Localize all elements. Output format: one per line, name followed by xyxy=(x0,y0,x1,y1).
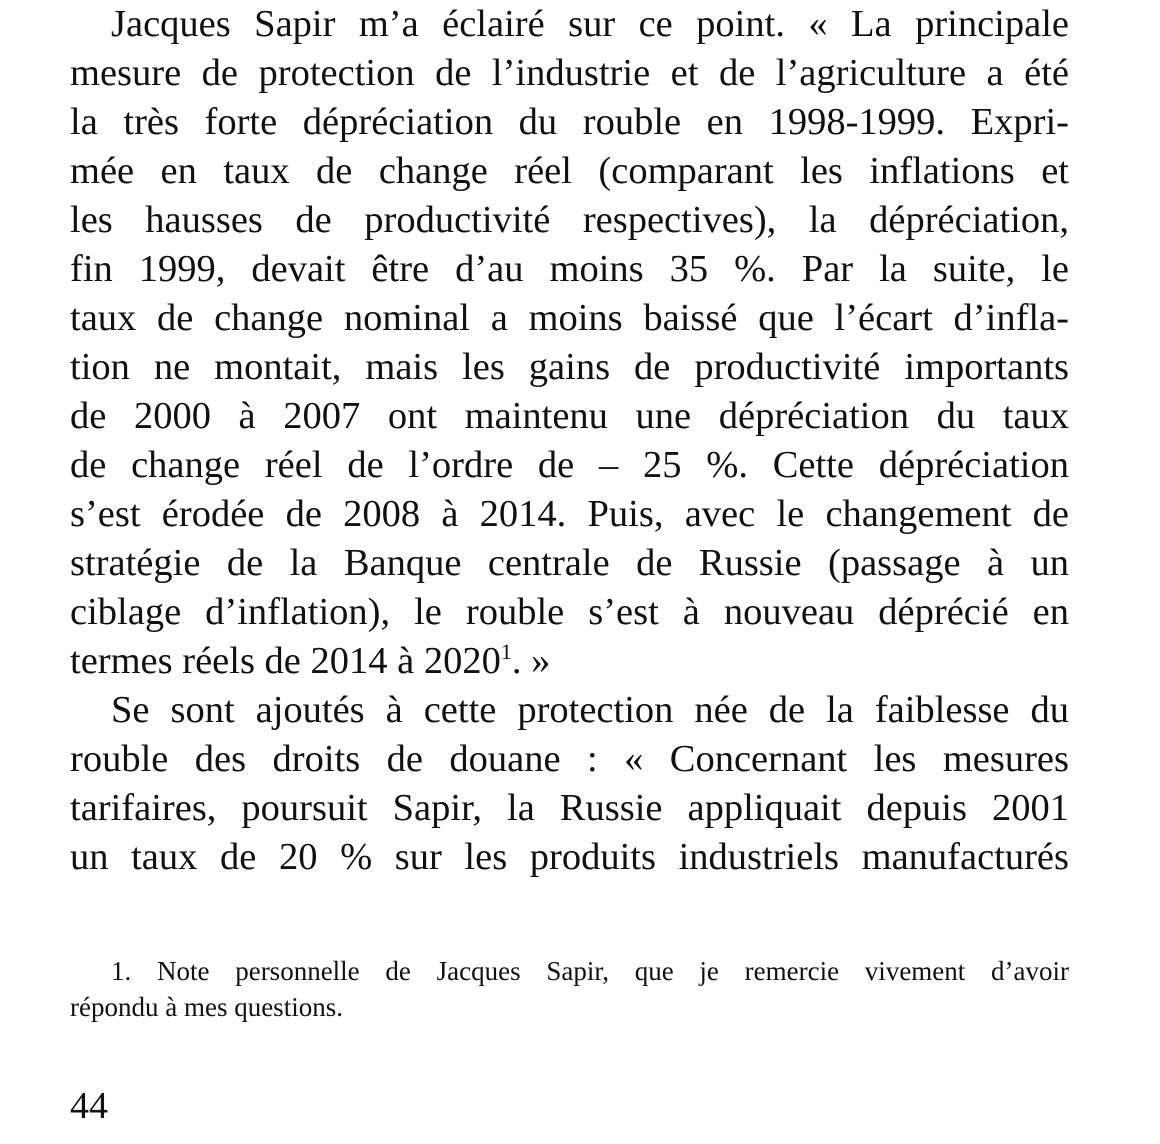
paragraph-1-line-7: taux de change nominal a moins baissé que l’écart d’infla- xyxy=(70,297,1069,339)
paragraph-1-line-3: la très forte dépréciation du rouble en 1998-1999. Expri- xyxy=(70,101,1069,143)
paragraph-1-closing-quote: . » xyxy=(511,640,551,682)
paragraph-1-line-13: ciblage d’inflation), le rouble s’est à nouveau déprécié en xyxy=(70,591,1069,633)
paragraph-1-line-14-text: termes réels de 2014 à 2020 xyxy=(70,640,501,682)
paragraph-1-line-10: de change réel de l’ordre de – 25 %. Cette dépréciation xyxy=(70,444,1069,486)
paragraph-1-line-12: stratégie de la Banque centrale de Russie (passage à un xyxy=(70,542,1069,584)
footnote-1-line-1: 1. Note personnelle de Jacques Sapir, que je remercie vivement d’avoir xyxy=(111,956,1069,986)
paragraph-1-line-6: fin 1999, devait être d’au moins 35 %. Par la suite, le xyxy=(70,248,1069,290)
paragraph-2-line-4: un taux de 20 % sur les produits industriels manufacturés xyxy=(70,836,1069,878)
paragraph-1-line-14 xyxy=(70,637,1069,686)
footnotes xyxy=(70,953,1069,1025)
paragraph-2-line-2: rouble des droits de douane : « Concernant les mesures xyxy=(70,738,1069,780)
paragraph-2-line-3: tarifaires, poursuit Sapir, la Russie appliquait depuis 2001 xyxy=(70,787,1069,829)
paragraph-1-line-2: mesure de protection de l’industrie et de l’agriculture a été xyxy=(70,52,1069,94)
paragraph-1-line-8: tion ne montait, mais les gains de productivité importants xyxy=(70,346,1069,388)
paragraph-2-line-1: Se sont ajoutés à cette protection née de la faiblesse du xyxy=(111,689,1069,731)
paragraph-1-line-1: Jacques Sapir m’a éclairé sur ce point. « La principale xyxy=(111,3,1069,45)
body-text xyxy=(70,0,1069,882)
paragraph-1-line-5: les hausses de productivité respectives), la dépréciation, xyxy=(70,199,1069,241)
paragraph-1-line-9: de 2000 à 2007 ont maintenu une dépréciation du taux xyxy=(70,395,1069,437)
footnote-1-line-2: répondu à mes questions. xyxy=(70,992,343,1022)
paragraph-1-line-11: s’est érodée de 2008 à 2014. Puis, avec le changement de xyxy=(70,493,1069,535)
page-number: 44 xyxy=(70,1085,108,1127)
footnote-reference: 1 xyxy=(500,639,512,664)
paragraph-1-line-4: mée en taux de change réel (comparant les inflations et xyxy=(70,150,1069,192)
